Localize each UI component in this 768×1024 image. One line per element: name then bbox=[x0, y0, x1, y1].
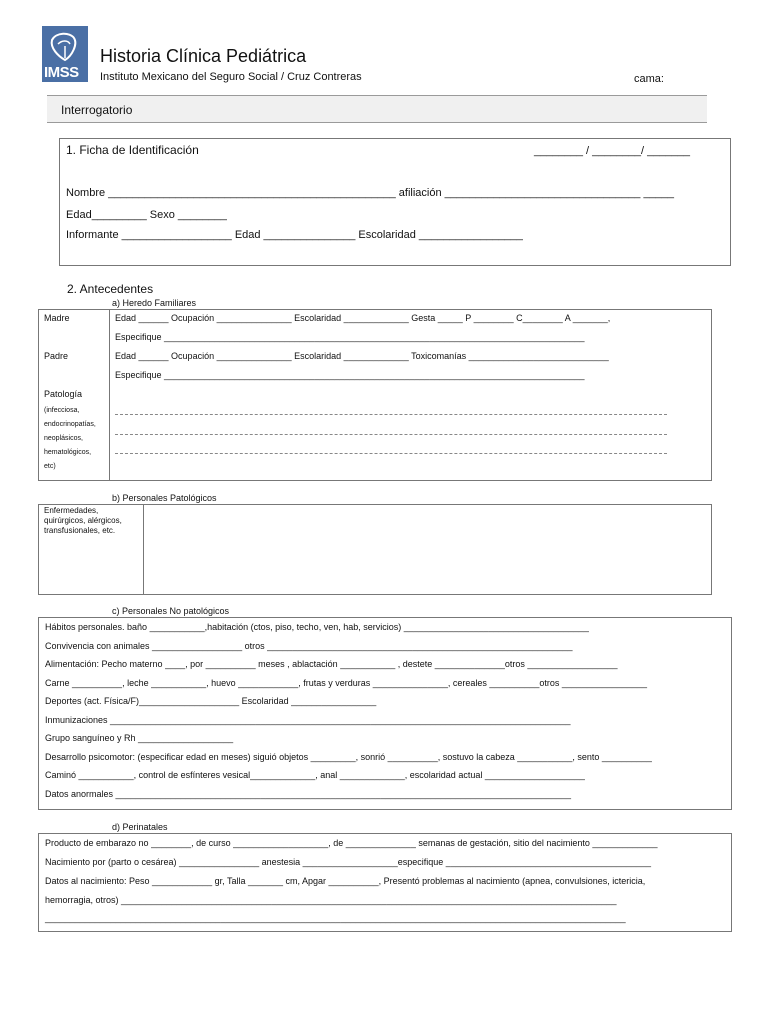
madre-line-1[interactable]: Edad ______ Ocupación _______________ Escolaridad _____________ Gesta _____ P ________ C________ A _______, bbox=[115, 313, 611, 323]
enfermedades-label bbox=[44, 506, 122, 536]
patologia-label: Patología bbox=[44, 389, 83, 399]
heredo-title: a) Heredo Familiares bbox=[112, 298, 197, 308]
patologia-detail-item: (infecciosa, bbox=[44, 407, 80, 414]
enfermedades-item: Enfermedades, bbox=[44, 506, 99, 515]
imss-logo bbox=[42, 26, 88, 82]
desarrollo-psicomotor-line[interactable]: Desarrollo psicomotor: (especificar edad en meses) siguió objetos _________, sonrió __________, sostuvo la cabeza ___________, sento __________ bbox=[45, 752, 652, 762]
padre-line-2[interactable]: Especifique ____________________________________________________________________________________ bbox=[115, 370, 585, 380]
datos-anormales-line[interactable]: Datos anormales ___________________________________________________________________________________________ bbox=[45, 789, 572, 799]
convivencia-line[interactable]: Convivencia con animales __________________ otros _____________________________________________________________ bbox=[45, 641, 573, 651]
date-field[interactable]: ________ / ________/ _______ bbox=[534, 145, 690, 157]
carne-line[interactable]: Carne __________, leche ___________, huevo ____________, frutas y verduras _______________, cereales __________otros _________________ bbox=[45, 678, 648, 688]
edad-sexo-field[interactable]: Edad_________ Sexo ________ bbox=[66, 209, 227, 221]
column-divider bbox=[109, 310, 110, 480]
ficha-identificacion-box bbox=[59, 138, 731, 266]
personales-patologicos-box bbox=[38, 504, 712, 595]
patologia-detail-item: etc) bbox=[44, 463, 56, 470]
grupo-sanguineo-line[interactable]: Grupo sanguíneo y Rh ___________________ bbox=[45, 733, 234, 743]
column-divider bbox=[143, 505, 144, 594]
antecedentes-title: 2. Antecedentes bbox=[67, 282, 154, 296]
cama-label: cama: bbox=[634, 73, 664, 85]
enfermedades-item: quirúrgicos, alérgicos, bbox=[44, 516, 122, 525]
no-patologicos-box bbox=[38, 617, 732, 810]
informante-field[interactable]: Informante __________________ Edad _______________ Escolaridad _________________ bbox=[66, 229, 523, 241]
nombre-field[interactable]: Nombre _______________________________________________ afiliación ________________________________ _____ bbox=[66, 187, 675, 199]
personales-patologicos-title: b) Personales Patológicos bbox=[112, 493, 217, 503]
perinatales-box bbox=[38, 833, 732, 932]
section-title: Interrogatorio bbox=[61, 103, 133, 117]
patologia-write-line[interactable] bbox=[115, 453, 667, 454]
form-title: Historia Clínica Pediátrica bbox=[100, 46, 307, 66]
heredo-familiares-table bbox=[38, 309, 712, 481]
alimentacion-line[interactable]: Alimentación: Pecho materno ____, por __________ meses , ablactación ___________ , destete ______________otros __________________ bbox=[45, 659, 618, 669]
padre-label: Padre bbox=[44, 351, 69, 361]
no-patologicos-title: c) Personales No patológicos bbox=[112, 606, 230, 616]
perinatales-title: d) Perinatales bbox=[112, 822, 168, 832]
nacimiento-line[interactable]: Nacimiento por (parto o cesárea) ________________ anestesia ___________________especifique _________________________________________ bbox=[45, 857, 652, 867]
form-subtitle: Instituto Mexicano del Seguro Social / Cruz Contreras bbox=[100, 71, 362, 83]
patologia-write-line[interactable] bbox=[115, 434, 667, 435]
madre-label: Madre bbox=[44, 313, 70, 323]
enfermedades-item: transfusionales, etc. bbox=[44, 526, 116, 535]
hemorragia-line[interactable]: hemorragia, otros) ___________________________________________________________________________________________________ bbox=[45, 895, 617, 905]
ficha-title: 1. Ficha de Identificación bbox=[66, 143, 199, 157]
patologia-write-line[interactable] bbox=[115, 414, 667, 415]
datos-nacimiento-line[interactable]: Datos al nacimiento: Peso ____________ gr, Talla _______ cm, Apgar __________, Presentó problemas al nacimiento (apnea, convulsiones, ictericia, bbox=[45, 876, 646, 886]
camino-line[interactable]: Caminó ___________, control de esfínteres vesical_____________, anal _____________, escolaridad actual ____________________ bbox=[45, 770, 585, 780]
patologia-detail bbox=[44, 404, 96, 474]
enfermedades-input-area[interactable] bbox=[145, 507, 705, 591]
producto-embarazo-line[interactable]: Producto de embarazo no ________, de curso ___________________, de ______________ semanas de gestación, sitio del nacimiento _____________ bbox=[45, 838, 658, 848]
inmunizaciones-line[interactable]: Inmunizaciones ____________________________________________________________________________________________ bbox=[45, 715, 571, 725]
blank-line[interactable]: ____________________________________________________________________________________________________________________ bbox=[45, 913, 626, 923]
padre-line-1[interactable]: Edad ______ Ocupación _______________ Escolaridad _____________ Toxicomanías ____________________________ bbox=[115, 351, 609, 361]
logo-text: IMSS bbox=[44, 64, 79, 81]
interrogatorio-bar bbox=[47, 95, 707, 123]
habitos-line[interactable]: Hábitos personales. baño ___________,habitación (ctos, piso, techo, ven, hab, servicios) _____________________________________ bbox=[45, 622, 589, 632]
madre-line-2[interactable]: Especifique ____________________________________________________________________________________ bbox=[115, 332, 585, 342]
deportes-line[interactable]: Deportes (act. Física/F)____________________ Escolaridad _________________ bbox=[45, 696, 377, 706]
patologia-detail-item: hematológicos, bbox=[44, 449, 92, 456]
patologia-detail-item: neoplásicos, bbox=[44, 435, 83, 442]
patologia-detail-item: endocrinopatías, bbox=[44, 421, 96, 428]
